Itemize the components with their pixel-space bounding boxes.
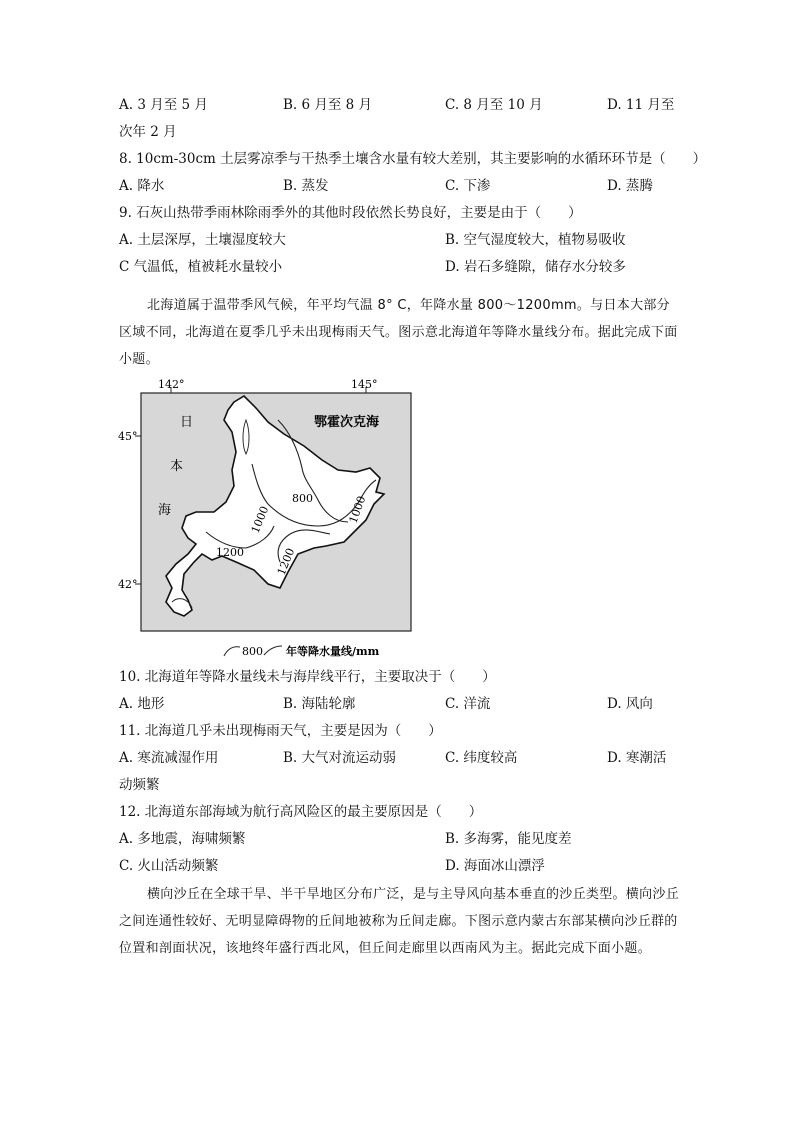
q9-option-a: A. 土层深厚，土壤湿度较大 (119, 232, 286, 248)
lat-label-42: 42° (118, 578, 138, 591)
q7-option-d: D. 11 月至 (607, 97, 675, 113)
isohyet-label-1000-west: 1000 (248, 504, 272, 536)
q12-option-a: A. 多地震，海啸频繁 (119, 831, 246, 847)
passage-transverse-dunes: 横向沙丘在全球干旱、半干旱地区分布广泛，是与主导风向基本垂直的沙丘类型。横向沙丘之间连通性较好、无明显障碍物的丘间地被称为丘间走廊。下图示意内蒙古东部某横向沙丘群的位置和剖面状况，该地终年盛行西北风，但丘间走廊里以西南风为主。据此完成下面小题。 (119, 887, 680, 956)
q10-stem: 10. 北海道年等降水量线未与海岸线平行，主要取决于（ ） (119, 669, 496, 685)
isohyet-label-800: 800 (292, 492, 313, 505)
q10-option-b: B. 海陆轮廓 (283, 696, 356, 712)
q11-option-d-continued: 动频繁 (119, 777, 160, 793)
hokkaido-precipitation-map (118, 376, 438, 660)
q11-option-a: A. 寒流减湿作用 (119, 750, 219, 766)
q11-option-d: D. 寒潮活 (607, 750, 667, 766)
q10-option-c: C. 洋流 (445, 696, 491, 712)
q11-option-b: B. 大气对流运动弱 (283, 750, 397, 766)
sea-label-okhotsk: 鄂霍次克海 (314, 415, 380, 430)
isohyet-label-1200-west: 1200 (216, 546, 244, 559)
legend-text: 年等降水量线/mm (286, 645, 380, 658)
lon-label-145: 145° (351, 378, 378, 391)
q12-option-d: D. 海面冰山漂浮 (445, 858, 545, 874)
q7-option-d-continued: 次年 2 月 (119, 124, 177, 140)
q12-option-b: B. 多海雾，能见度差 (445, 831, 572, 847)
legend-line-right (264, 646, 282, 655)
q11-option-c: C. 纬度较高 (445, 750, 518, 766)
q7-option-b: B. 6 月至 8 月 (283, 97, 373, 113)
q8-option-c: C. 下渗 (445, 178, 491, 194)
q8-option-d: D. 蒸腾 (607, 178, 653, 194)
q12-option-c: C. 火山活动频繁 (119, 858, 219, 874)
legend-value: 800 (242, 645, 263, 658)
q10-option-a: A. 地形 (119, 696, 165, 712)
q11-stem: 11. 北海道几乎未出现梅雨天气，主要是因为（ ） (119, 723, 442, 739)
q9-option-c: C 气温低，植被耗水量较小 (119, 259, 283, 275)
lon-label-142: 142° (158, 378, 185, 391)
sea-label-japan-2: 本 (170, 459, 184, 474)
q8-stem: 8. 10cm-30cm 土层雾凉季与干热季土壤含水量有较大差别，其主要影响的水循环环节是（ ） (119, 151, 707, 167)
q8-option-b: B. 蒸发 (283, 178, 329, 194)
q10-option-d: D. 风向 (607, 696, 653, 712)
isohyet-label-1200-east: 1200 (274, 546, 298, 578)
legend-line-left (224, 647, 240, 656)
q9-option-b: B. 空气湿度较大，植物易吸收 (445, 232, 626, 248)
q7-option-a: A. 3 月至 5 月 (119, 97, 208, 113)
sea-label-japan-3: 海 (158, 503, 172, 518)
q9-option-d: D. 岩石多缝隙，储存水分较多 (445, 259, 626, 275)
q9-stem: 9. 石灰山热带季雨林除雨季外的其他时段依然长势良好，主要是由于（ ） (119, 205, 582, 221)
isohyet-label-1000-east: 1000 (346, 494, 369, 526)
lat-label-45: 45° (118, 430, 138, 443)
q12-stem: 12. 北海道东部海域为航行高风险区的最主要原因是（ ） (119, 804, 483, 820)
sea-label-japan-1: 日 (180, 415, 194, 430)
q7-option-c: C. 8 月至 10 月 (445, 97, 543, 113)
q8-option-a: A. 降水 (119, 178, 165, 194)
passage-hokkaido: 北海道属于温带季风气候，年平均气温 8° C，年降水量 800～1200mm。与日本大部分区域不同，北海道在夏季几乎未出现梅雨天气。图示意北海道年等降水量线分布。据此完成下面小题。 (119, 298, 678, 367)
